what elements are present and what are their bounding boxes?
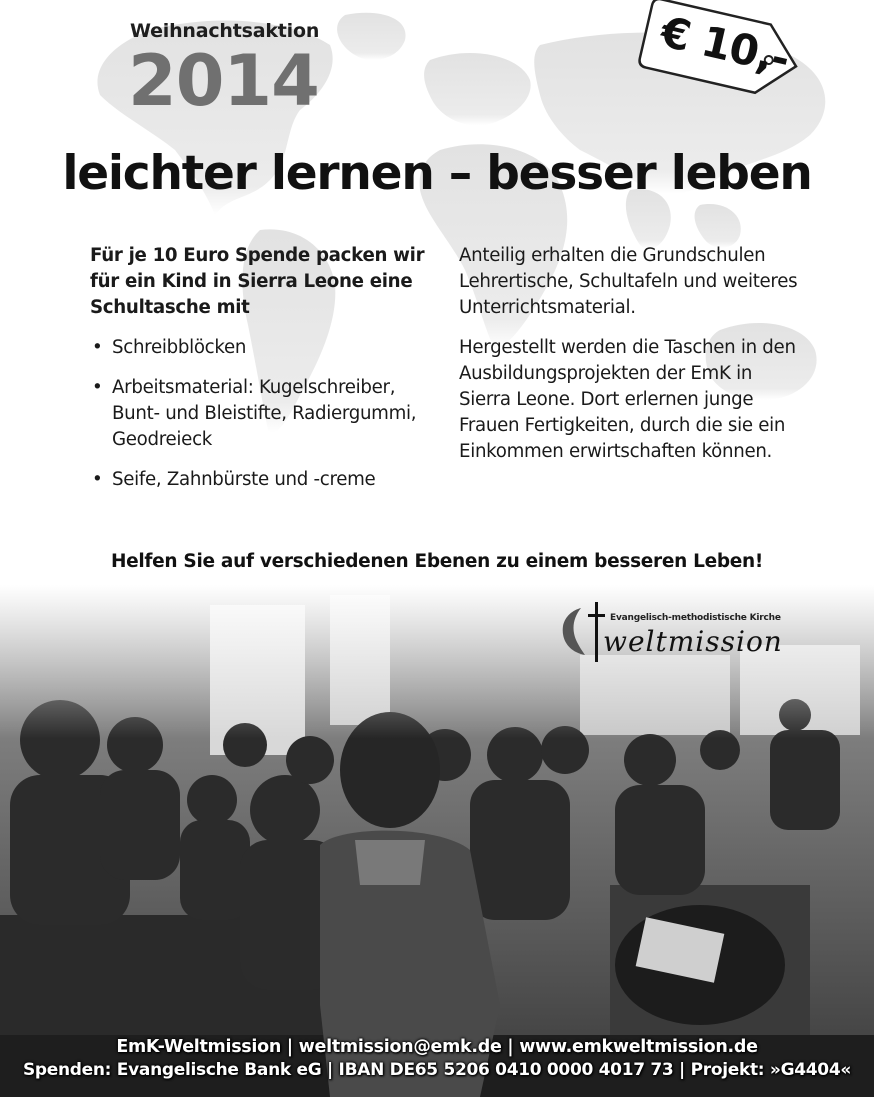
right-column <box>459 243 804 479</box>
left-column <box>90 243 440 507</box>
price-label: € 10,- <box>656 6 794 84</box>
campaign-eyebrow: Weihnachtsaktion <box>130 20 320 42</box>
footer <box>0 1036 874 1082</box>
headline: leichter lernen – besser leben <box>62 146 812 201</box>
footer-donation-info: Spenden: Evangelische Bank eG | IBAN DE65 5206 0410 0000 4017 73 | Projekt: »G4404« <box>22 1060 852 1080</box>
logo-name: weltmission <box>603 625 783 658</box>
paragraph: Anteilig erhalten die Grundschulen Lehrertische, Schultafeln und weiteres Unterrichtsmaterial. <box>459 245 798 318</box>
callout-text: Helfen Sie auf verschiedenen Ebenen zu einem besseren Leben! <box>110 551 764 572</box>
bullet-list <box>90 335 440 493</box>
footer-contact: EmK-Weltmission | weltmission@emk.de | www.emkweltmission.de <box>116 1037 758 1057</box>
bullet-item: • Arbeitsmaterial: Kugelschreiber, Bunt- und Bleistifte, Radiergummi, Geodreieck <box>90 375 440 453</box>
intro-text: Für je 10 Euro Spende packen wir für ein Kind in Sierra Leone eine Schultasche mit <box>90 245 425 318</box>
bullet-item: • Seife, Zahnbürste und -creme <box>90 467 440 493</box>
campaign-year: 2014 <box>128 40 319 122</box>
paragraph: Hergestellt werden die Taschen in den Ausbildungsprojekten der EmK in Sierra Leone. Dort erlernen junge Frauen Fertigkeiten, durch die sie ein Einkommen erwirtschaften können. <box>459 337 796 462</box>
bullet-item: • Schreibblöcken <box>90 335 440 361</box>
logo-subtitle: Evangelisch-methodistische Kirche <box>610 613 781 623</box>
weltmission-logo <box>555 600 805 665</box>
